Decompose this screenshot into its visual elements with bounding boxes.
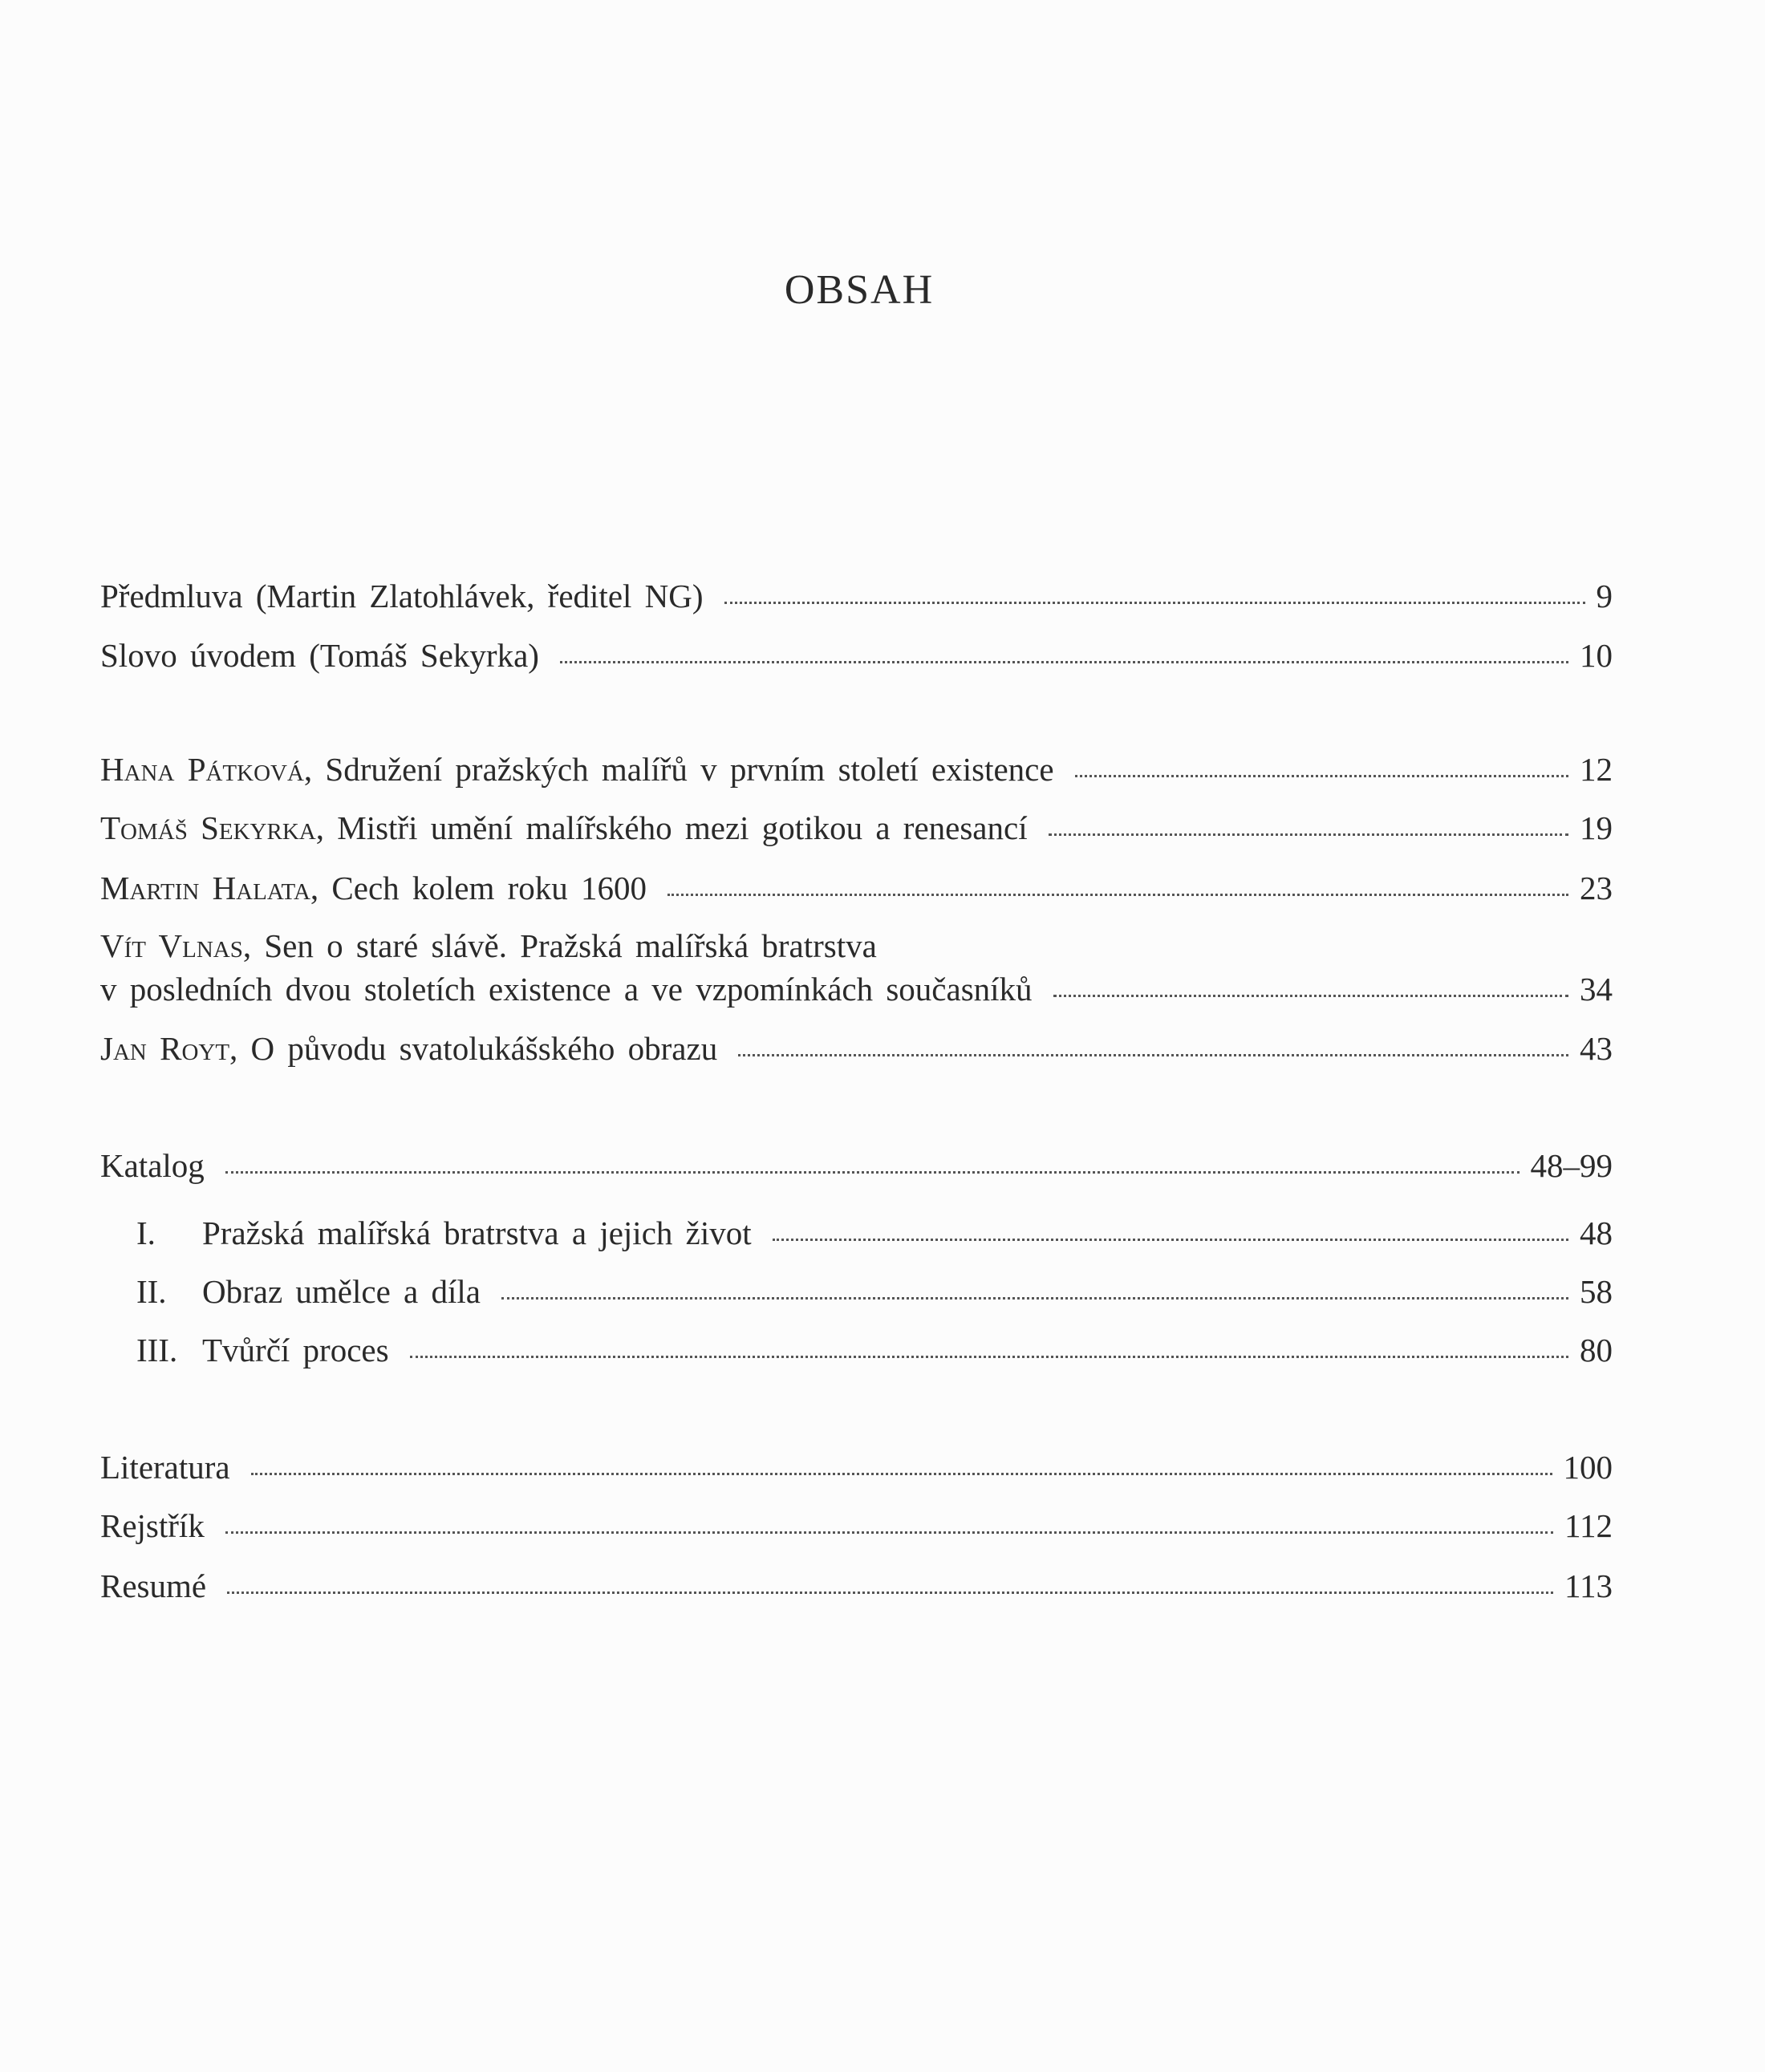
dot-leader [410,1356,1568,1358]
section-numeral: I. [136,1214,156,1251]
toc-author: Jan Royt [100,1030,230,1067]
toc-entry-text: Martin Halata, Cech kolem roku 1600 [100,870,647,906]
toc-page-number: 113 [1564,1567,1613,1604]
toc-entry-text: Vít Vlnas, Sen o staré slávě. Pražská malířská bratrstva [100,927,877,964]
section-title: Obraz umělce a díla [202,1273,481,1310]
toc-page-number: 43 [1580,1030,1613,1067]
toc-entry-predmluva[interactable] [100,574,1613,618]
section-title: Tvůrčí proces [202,1332,389,1368]
toc-page-number: 48–99 [1530,1147,1613,1184]
dot-leader [560,661,1568,663]
toc-entry-text: Jan Royt, O původu svatolukášského obrazu [100,1030,718,1067]
toc-entry-essay-patkova[interactable] [100,748,1613,791]
toc-entry-text: Tomáš Sekyrka, Mistři umění malířského mezi gotikou a renesancí [100,809,1028,846]
dot-leader [1049,833,1568,836]
toc-entry-text [136,1328,389,1372]
toc-page-number: 23 [1580,870,1613,906]
dot-leader [251,1473,1552,1475]
toc-entry-catalog-section-1[interactable] [136,1211,1613,1255]
toc-entry-rejstrik[interactable] [100,1504,1613,1547]
toc-entry-text: Katalog [100,1147,205,1184]
toc-essay-title: Sen o staré slávě. Pražská malířská bratrstva [264,927,877,964]
toc-entry-katalog[interactable] [100,1144,1613,1187]
dot-leader [227,1592,1553,1594]
toc-page-number: 10 [1580,637,1613,674]
toc-entry-text: Literatura [100,1449,230,1486]
toc-entry-text: Hana Pátková, Sdružení pražských malířů v prvním století existence [100,751,1054,788]
dot-leader [667,894,1568,896]
toc-entry-resume[interactable] [100,1564,1613,1608]
toc-entry-slovo-uvodem[interactable] [100,634,1613,677]
toc-page-number: 48 [1580,1214,1613,1251]
dot-leader [501,1297,1568,1300]
page-title: OBSAH [784,267,935,313]
toc-page-number: 34 [1580,971,1613,1008]
toc-author: Martin Halata [100,870,310,906]
dot-leader [1053,995,1568,997]
toc-essay-title: Mistři umění malířského mezi gotikou a renesancí [337,809,1028,846]
toc-entry-catalog-section-2[interactable] [136,1270,1613,1313]
toc-essay-title-continuation: v posledních dvou stoletích existence a ve vzpomínkách současníků [100,971,1033,1008]
dot-leader [1075,775,1568,777]
toc-entry-essay-halata[interactable] [100,866,1613,910]
toc-page-number: 12 [1580,751,1613,788]
toc-entry-text: Slovo úvodem (Tomáš Sekyrka) [100,637,539,674]
toc-essay-title: Sdružení pražských malířů v prvním století existence [325,751,1054,788]
toc-entry-essay-vlnas-line1[interactable] [100,924,1613,967]
toc-author: Tomáš Sekyrka [100,809,316,846]
toc-author: Vít Vlnas [100,927,243,964]
toc-essay-title: Cech kolem roku 1600 [331,870,647,906]
toc-entry-text: Resumé [100,1567,207,1604]
toc-page-number: 80 [1580,1332,1613,1368]
toc-author: Hana Pátková [100,751,304,788]
toc-page-number: 100 [1563,1449,1613,1486]
toc-essay-title: O původu svatolukášského obrazu [250,1030,718,1067]
toc-entry-text [136,1270,481,1313]
dot-leader [738,1054,1568,1056]
section-numeral: II. [136,1273,167,1310]
toc-entry-essay-vlnas-line2[interactable] [100,967,1613,1011]
section-title: Pražská malířská bratrstva a jejich život [202,1214,752,1251]
toc-page-number: 19 [1580,809,1613,846]
dot-leader [773,1239,1568,1241]
toc-entry-catalog-section-3[interactable] [136,1328,1613,1372]
toc-entry-essay-royt[interactable] [100,1027,1613,1070]
section-numeral: III. [136,1332,178,1368]
toc-entry-text: Předmluva (Martin Zlatohlávek, ředitel NG) [100,578,704,614]
dot-leader [225,1531,1553,1534]
toc-page-number: 9 [1596,578,1613,614]
toc-entry-literatura[interactable] [100,1446,1613,1489]
dot-leader [225,1171,1520,1174]
dot-leader [724,602,1585,604]
toc-entry-text [136,1211,752,1255]
toc-page-number: 58 [1580,1273,1613,1310]
toc-page-number: 112 [1564,1507,1613,1544]
toc-entry-text: Rejstřík [100,1507,205,1544]
toc-entry-essay-sekyrka[interactable] [100,806,1613,849]
